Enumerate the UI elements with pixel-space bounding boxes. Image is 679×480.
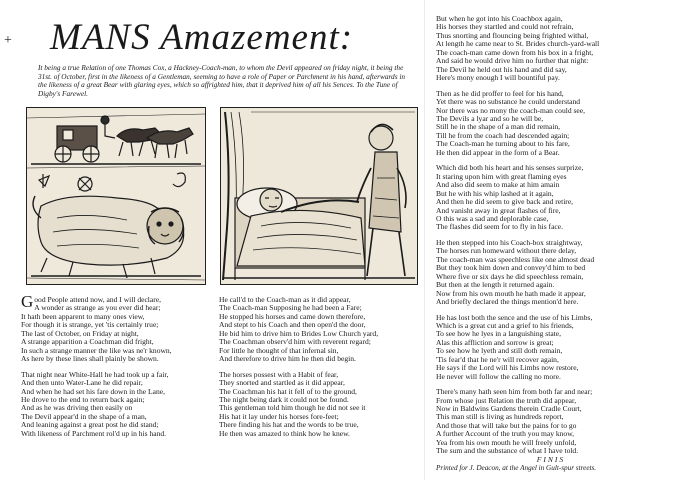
finis-mark: FINIS xyxy=(536,454,566,464)
verse-line: The horses run homeward without there delay, xyxy=(436,246,577,256)
verse-line: But they took him down and convey'd him to bed xyxy=(436,263,586,273)
verse-line: And also did seem to make at him amain xyxy=(436,180,560,190)
verse-line: He has lost both the sence and the use of his Limbs, xyxy=(436,312,593,322)
printer-imprint: Printed for J. Deacon, at the Angel in Gult-spur streets. xyxy=(436,464,597,473)
verse-line: He says if the Lord will his Limbs now restore, xyxy=(436,363,579,373)
verse-line: As here by these lines shall plainly be shown. xyxy=(21,354,159,364)
verse-line: They snorted and startled as it did appear, xyxy=(219,378,345,388)
verse-line: He then was amazed to think how he knew. xyxy=(219,428,350,438)
woodcut-bed-scene xyxy=(220,107,418,285)
verse-line: And then he did seem to give back and retire, xyxy=(436,197,574,207)
verse-line: And therefore to drive him he then did begin. xyxy=(219,354,356,364)
verse-line: But he with his whip lashed at it again, xyxy=(436,188,554,198)
verse-line: This gentleman told him though he did not see it xyxy=(219,403,366,413)
verse-line: It hath been apparent to many ones view, xyxy=(21,311,145,321)
ballad-subtitle: It being a true Relation of one Thomas Cox, a Hackney-Coach-man, to whom the Devil appeared on friday night, it being the 31st. of October, first in the likeness of a Gentleman, seeming to have a role of Paper or Parchment in his hand, afterwards in the likeness of a great Bear with glaring eyes, which so affrighted him, that it deprived him of all his Sences. To the Tune of Digby's Farewel. xyxy=(38,63,406,98)
verse-line: Here's mony enough I will bountiful pay. xyxy=(436,73,560,83)
verse-line: And when he had set his fare down in the Lane, xyxy=(21,386,165,396)
verse-line: The Devils a lyar and so he will be, xyxy=(436,113,544,123)
verse-line: The Coachman his hat it fell of to the ground, xyxy=(219,386,357,396)
verse-line: To see how he lyes in a languishing state, xyxy=(436,329,562,339)
verse-line: There finding his hat and the words to be true, xyxy=(219,420,359,430)
ballad-title: MANS Amazement: xyxy=(50,17,354,58)
verse-line: With likeness of Parchment rol'd up in his hand. xyxy=(21,428,167,438)
verse-column-right-page xyxy=(436,15,666,473)
verse-line: ood People attend now, and I will declare, xyxy=(34,295,162,304)
verse-line: The last of October, on Friday at night, xyxy=(21,328,139,338)
verse-line: The Devil he held out his hand and did say, xyxy=(436,64,567,74)
verse-column-1 xyxy=(21,292,216,438)
verse-line: He stopped his horses and came down therefore, xyxy=(219,311,366,321)
verse-line: In such a strange manner the like was ne'r known, xyxy=(21,345,172,355)
verse-line: Which did both his heart and his senses surprize, xyxy=(436,163,584,173)
verse-line: A further Account of the truth you may know, xyxy=(436,429,575,439)
verse-line: From whose just Relation the truth did appear, xyxy=(436,395,577,405)
verse-line: Till he from the coach had descended again; xyxy=(436,130,570,140)
verse-line: O this was a sad and deplorable case, xyxy=(436,213,549,223)
verse-line: A wonder as strange as you ever did hear; xyxy=(34,303,161,313)
verse-line: It staring upon him with great flaming eyes xyxy=(436,171,567,181)
verse-line: The Coach-man he turning about to his fare, xyxy=(436,139,570,149)
woodcut-bed-scene-illustration xyxy=(221,108,417,284)
verse-line: 'Tis fear'd that he ne'r will recover again, xyxy=(436,354,559,364)
verse-line: His hat it lay under his horses fore-feet; xyxy=(219,411,339,421)
verse-line: Alas this affliction and sorrow is great; xyxy=(436,337,554,347)
verse-line: But when he got into his Coachbox again, xyxy=(436,14,563,23)
verse-line: The coach-man was speechless like one almost dead xyxy=(436,254,595,264)
verse-line: And stept to his Coach and then open'd the door, xyxy=(219,320,366,330)
verse-line: For little he thought of that infernal sin, xyxy=(219,345,339,355)
verse-line: Now from his own mouth he hath made it appear, xyxy=(436,288,586,298)
verse-line: The Coach-man Supposing he had been a Fare; xyxy=(219,303,362,313)
verse-line: Still he in the shape of a man did remain, xyxy=(436,122,561,132)
verse-line: Where five or six days he did speechless remain, xyxy=(436,271,584,281)
verse-line: He then stepped into his Coach-box straightway, xyxy=(436,237,583,247)
verse-line: The horses possest with a Habit of fear, xyxy=(219,369,339,379)
woodcut-coach-and-lion xyxy=(26,107,206,285)
verse-line: And as he was driving then easily on xyxy=(21,403,133,413)
verse-line: His horses they startled and could not refrain, xyxy=(436,22,574,32)
verse-line: There's many hath seen him from both far and near; xyxy=(436,387,593,397)
verse-line: The flashes did seem for to fly in his face. xyxy=(436,222,563,232)
verse-line: For though it is strange, yet 'tis certainly true; xyxy=(21,320,159,330)
verse-line: Which is a great cut and a grief to his friends, xyxy=(436,320,574,330)
verse-line: To see how he lyeth and still doth remain, xyxy=(436,346,563,356)
margin-mark: + xyxy=(4,33,12,48)
verse-line: This man still is living as hundreds report, xyxy=(436,412,564,422)
verse-line: The Devil appear'd in the shape of a man, xyxy=(21,411,147,421)
verse-line: And then unto Water-Lane he did repair, xyxy=(21,378,143,388)
verse-line: The Coachman observ'd him with reverent regard; xyxy=(219,337,371,347)
verse-line: He call'd to the Coach-man as it did appear, xyxy=(219,295,351,304)
verse-line: He never will follow the calling no more. xyxy=(436,371,561,381)
verse-line: Nor there was no mony the coach-man could see, xyxy=(436,105,585,115)
verse-line: And vanisht away in great flashes of fire, xyxy=(436,205,561,215)
verse-line: Now in Baldwins Gardens therein Cradle Court, xyxy=(436,404,582,414)
verse-line: That night near White-Hall he had took up a fair, xyxy=(21,369,169,379)
verse-line: The sum and the substance of what I have told. xyxy=(436,446,579,456)
drop-cap: G xyxy=(21,292,34,311)
verse-line: And briefly declared the things mention'd here. xyxy=(436,297,579,307)
verse-line: But then at the length it returned again. xyxy=(436,280,555,290)
verse-line: And leaning against a great post he did stand; xyxy=(21,420,159,430)
verse-line: He then did appear in the form of a Bear. xyxy=(436,147,560,157)
verse-column-2 xyxy=(219,296,419,438)
verse-line: Yea from his own mouth he will freely unfold, xyxy=(436,437,577,447)
verse-line: Yet there was no substance he could understand xyxy=(436,97,581,107)
verse-line: The coach-man came down from his box in a fright, xyxy=(436,47,594,57)
verse-line: Then as he did proffer to feel for his hand, xyxy=(436,88,564,98)
verse-line: And said he would drive him no further that night: xyxy=(436,56,589,66)
verse-line: At length he came near to St. Brides church-yard-wall xyxy=(436,39,600,49)
page-fold xyxy=(424,0,425,480)
verse-line: He drove to the end to return back again; xyxy=(21,394,145,404)
verse-line: A strange apparition a Coachman did fright, xyxy=(21,337,154,347)
verse-line: He bid him to drive him to Brides Low Church yard, xyxy=(219,328,379,338)
verse-line: The night being dark it could not be found. xyxy=(219,394,349,404)
verse-line: And those that will take but the pains for to go xyxy=(436,420,577,430)
woodcut-coach-and-lion-illustration xyxy=(27,108,205,284)
verse-line: Thus snorting and flouncing being frighted withal, xyxy=(436,30,589,40)
